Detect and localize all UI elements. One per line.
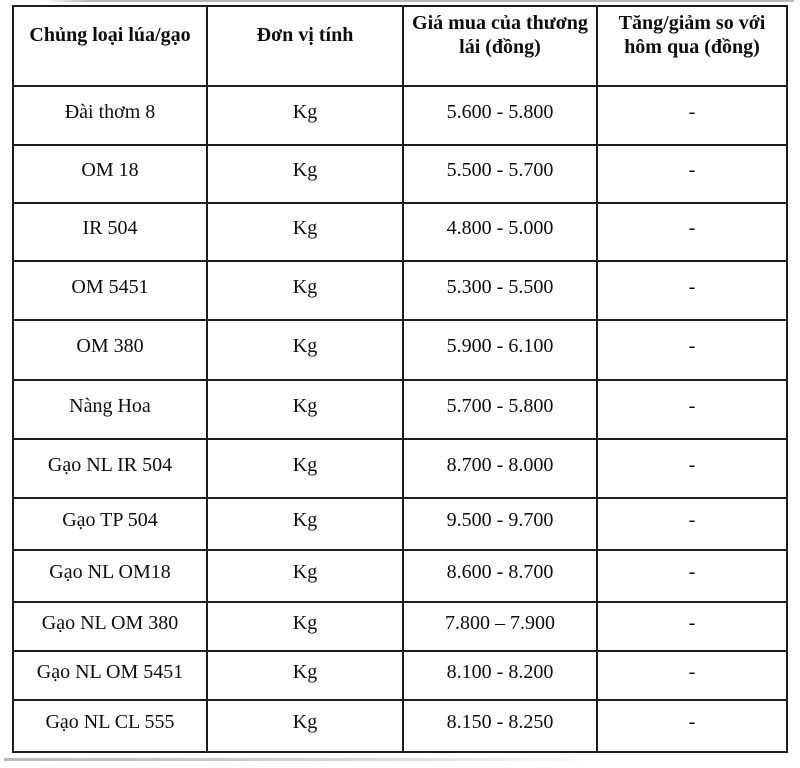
table-row [13, 203, 787, 261]
unit-cell: Kg [207, 439, 403, 498]
rice-type-cell: Gạo NL OM18 [13, 550, 207, 602]
unit-cell: Kg [207, 602, 403, 651]
price-cell: 4.800 - 5.000 [403, 203, 597, 261]
crop-artifact-bottom [4, 758, 604, 761]
price-cell: 5.300 - 5.500 [403, 261, 597, 320]
unit-cell: Kg [207, 261, 403, 320]
unit-cell: Kg [207, 651, 403, 700]
table-row [13, 320, 787, 380]
table-header [13, 6, 787, 86]
unit-cell: Kg [207, 320, 403, 380]
table-row [13, 602, 787, 651]
header-trader-price: Giá mua của thương lái (đồng) [403, 6, 597, 86]
unit-cell: Kg [207, 700, 403, 752]
price-cell: 8.700 - 8.000 [403, 439, 597, 498]
rice-type-cell: OM 18 [13, 145, 207, 203]
unit-cell: Kg [207, 203, 403, 261]
table-row [13, 261, 787, 320]
change-cell: - [597, 320, 787, 380]
rice-type-cell: Gạo TP 504 [13, 498, 207, 550]
change-cell: - [597, 700, 787, 752]
unit-cell: Kg [207, 498, 403, 550]
rice-type-cell: IR 504 [13, 203, 207, 261]
rice-price-table [12, 5, 788, 753]
change-cell: - [597, 203, 787, 261]
price-cell: 7.800 – 7.900 [403, 602, 597, 651]
price-cell: 8.100 - 8.200 [403, 651, 597, 700]
change-cell: - [597, 550, 787, 602]
rice-type-cell: Gạo NL CL 555 [13, 700, 207, 752]
table-body [13, 86, 787, 752]
price-cell: 5.700 - 5.800 [403, 380, 597, 439]
table-row [13, 439, 787, 498]
header-unit: Đơn vị tính [207, 6, 403, 86]
change-cell: - [597, 261, 787, 320]
rice-type-cell: Nàng Hoa [13, 380, 207, 439]
change-cell: - [597, 439, 787, 498]
header-change-vs-yesterday: Tăng/giảm so với hôm qua (đồng) [597, 6, 787, 86]
rice-type-cell: Gạo NL OM 380 [13, 602, 207, 651]
table-row [13, 145, 787, 203]
table-row [13, 550, 787, 602]
price-cell: 5.600 - 5.800 [403, 86, 597, 145]
rice-type-cell: OM 5451 [13, 261, 207, 320]
price-cell: 5.900 - 6.100 [403, 320, 597, 380]
price-cell: 5.500 - 5.700 [403, 145, 597, 203]
table-row [13, 498, 787, 550]
crop-artifact-top [42, 0, 794, 2]
table-row [13, 86, 787, 145]
change-cell: - [597, 380, 787, 439]
change-cell: - [597, 145, 787, 203]
unit-cell: Kg [207, 550, 403, 602]
unit-cell: Kg [207, 145, 403, 203]
change-cell: - [597, 602, 787, 651]
rice-type-cell: Gạo NL IR 504 [13, 439, 207, 498]
price-cell: 8.600 - 8.700 [403, 550, 597, 602]
table-row [13, 380, 787, 439]
change-cell: - [597, 86, 787, 145]
unit-cell: Kg [207, 86, 403, 145]
price-cell: 9.500 - 9.700 [403, 498, 597, 550]
change-cell: - [597, 498, 787, 550]
rice-type-cell: Đài thơm 8 [13, 86, 207, 145]
header-rice-type: Chủng loại lúa/gạo [13, 6, 207, 86]
table-row [13, 700, 787, 752]
rice-type-cell: Gạo NL OM 5451 [13, 651, 207, 700]
change-cell: - [597, 651, 787, 700]
unit-cell: Kg [207, 380, 403, 439]
price-cell: 8.150 - 8.250 [403, 700, 597, 752]
header-row [13, 6, 787, 86]
table-row [13, 651, 787, 700]
rice-type-cell: OM 380 [13, 320, 207, 380]
